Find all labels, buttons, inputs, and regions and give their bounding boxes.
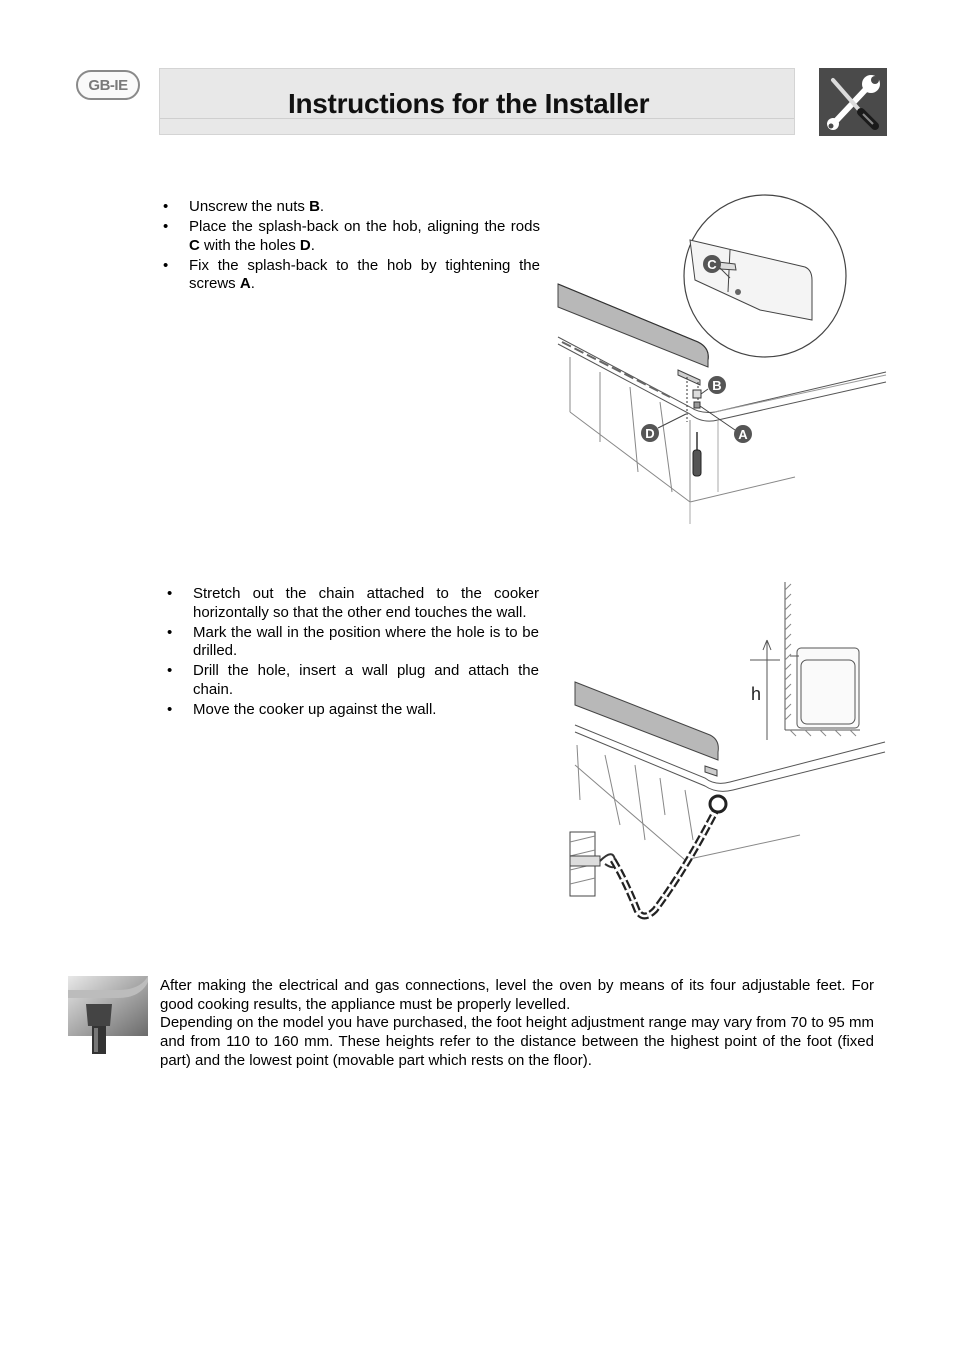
chain-steps bbox=[165, 585, 539, 721]
list-item: • Drill the hole, insert a wall plug and attach the chain. bbox=[165, 662, 539, 699]
levelling-text bbox=[160, 977, 874, 1071]
language-badge: GB-IE bbox=[76, 70, 140, 100]
list-item: • Move the cooker up against the wall. bbox=[165, 701, 539, 720]
svg-text:A: A bbox=[738, 427, 748, 442]
splashback-steps bbox=[161, 198, 540, 295]
label-h: h bbox=[751, 684, 762, 704]
label-b bbox=[701, 376, 726, 394]
svg-text:D: D bbox=[645, 426, 655, 441]
levelling-paragraph-2: Depending on the model you have purchased, the foot height adjustment range may vary from 70 to 95 mm and from 110 to 160 mm. These heights refer to the distance between the highest point of the foot (fixed part) and the lowest point (movable part which rests on the floor). bbox=[160, 1014, 874, 1069]
list-item: • Unscrew the nuts B. bbox=[161, 198, 540, 217]
list-item: • Stretch out the chain attached to the cooker horizontally so that the other end touches the wall. bbox=[165, 585, 539, 622]
list-item: • Fix the splash-back to the hob by tightening the screws A. bbox=[161, 257, 540, 294]
svg-text:B: B bbox=[712, 378, 722, 393]
levelling-paragraph-1: After making the electrical and gas connections, level the oven by means of its four adjustable feet. For good cooking results, the appliance must be properly levelled. bbox=[160, 977, 874, 1013]
svg-text:C: C bbox=[707, 257, 717, 272]
splashback-figure bbox=[550, 192, 895, 527]
list-item: • Mark the wall in the position where the hole is to be drilled. bbox=[165, 624, 539, 661]
adjustable-foot-icon bbox=[68, 976, 148, 1056]
wrench-screwdriver-icon bbox=[819, 68, 887, 136]
chain-figure bbox=[565, 580, 895, 925]
page-title: Instructions for the Installer bbox=[288, 88, 650, 119]
header-bar bbox=[159, 68, 795, 135]
label-a bbox=[700, 406, 752, 443]
list-item: • Place the splash-back on the hob, aligning the rods C with the holes D. bbox=[161, 218, 540, 255]
